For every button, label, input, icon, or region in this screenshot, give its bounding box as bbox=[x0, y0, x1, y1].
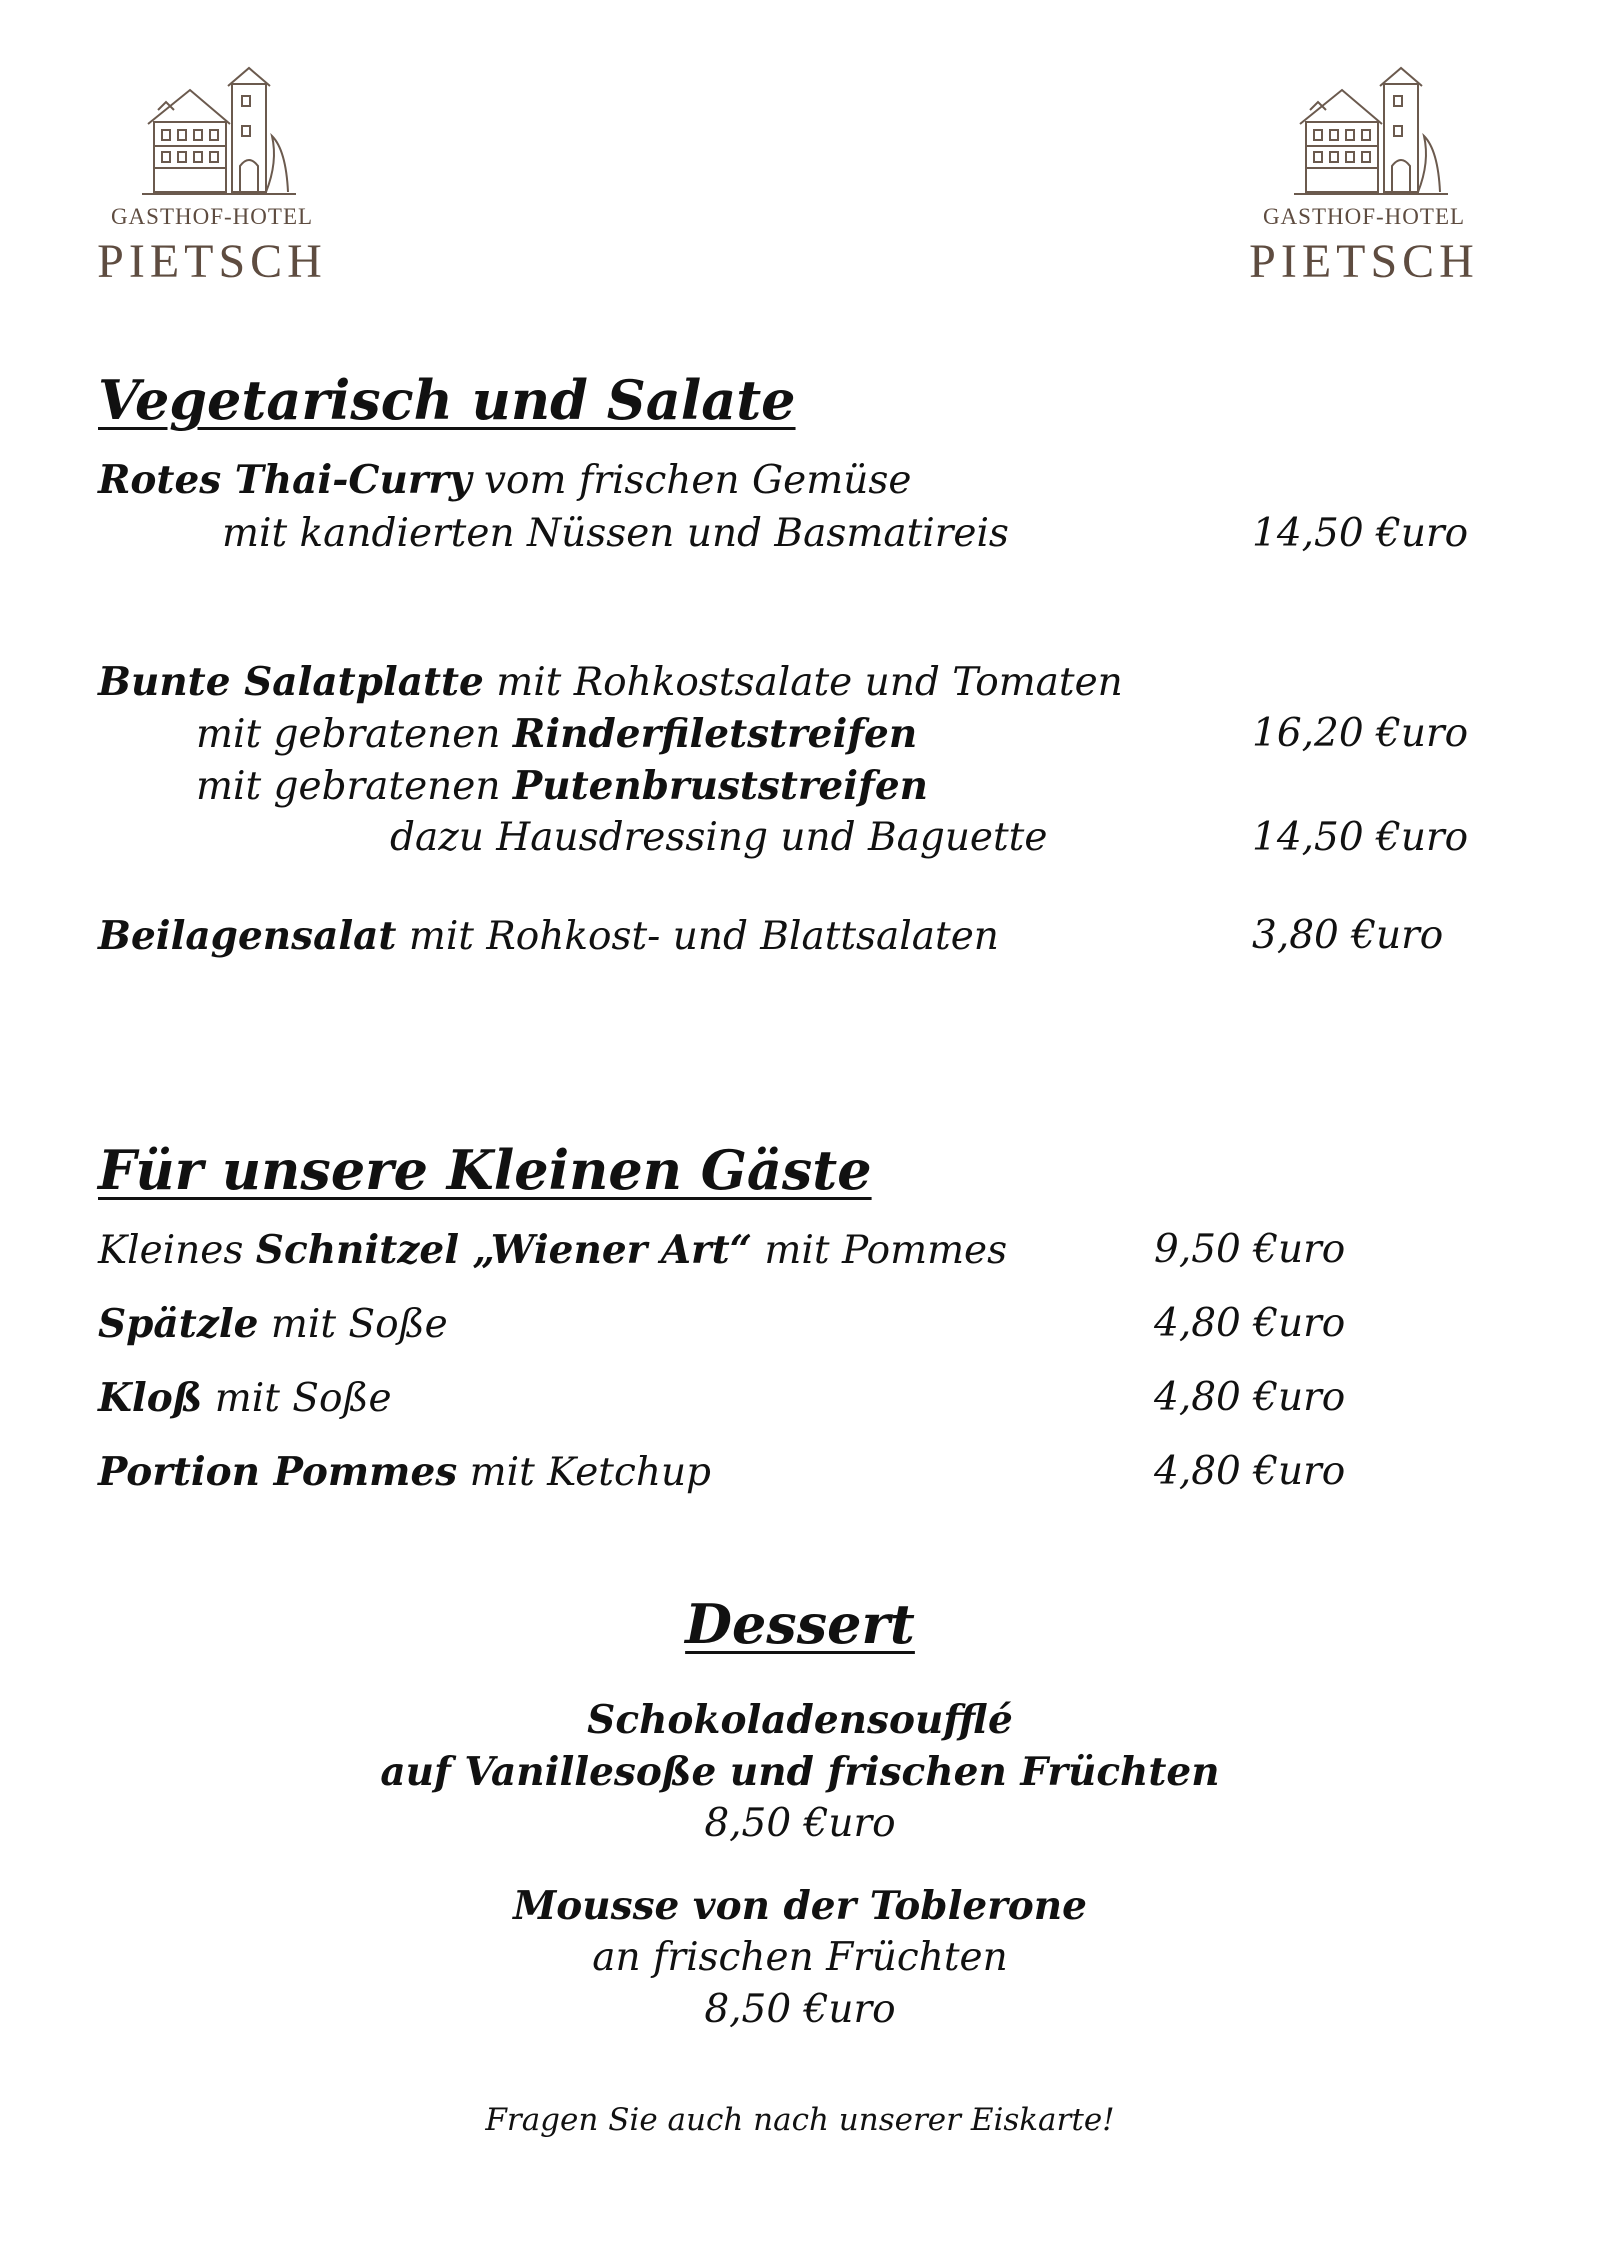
footer-note: Fragen Sie auch nach unserer Eiskarte! bbox=[485, 2102, 1115, 2138]
dish-name: Schnitzel „Wiener Art“ bbox=[255, 1227, 753, 1273]
kids-item bbox=[98, 1448, 711, 1497]
price: 14,50 €uro bbox=[1252, 511, 1469, 556]
logo-name: PIETSCH bbox=[1249, 235, 1479, 288]
logo-subtitle: GASTHOF-HOTEL bbox=[1262, 204, 1466, 229]
dessert-name: Mousse von der Toblerone bbox=[513, 1883, 1087, 1929]
section-title-kids: Für unsere Kleinen Gäste bbox=[98, 1138, 872, 1202]
dish-name: Kloß bbox=[98, 1375, 203, 1421]
option-prefix: mit gebratenen bbox=[196, 712, 513, 757]
price: 4,80 €uro bbox=[1154, 1375, 1346, 1420]
salad-option-beef bbox=[196, 710, 917, 759]
dish-name: Spätzle bbox=[98, 1301, 259, 1347]
dish-description: mit Rohkost- und Blattsalaten bbox=[396, 914, 999, 959]
section-title-dessert bbox=[0, 1592, 1600, 1656]
price: 4,80 €uro bbox=[1154, 1449, 1346, 1494]
dish-description: mit Soße bbox=[258, 1302, 448, 1347]
option-name: Putenbruststreifen bbox=[512, 763, 929, 809]
price: 14,50 €uro bbox=[1252, 815, 1469, 860]
dessert-name: Schokoladensoufflé bbox=[587, 1697, 1013, 1743]
dish-description-line: mit kandierten Nüssen und Basmatireis bbox=[222, 511, 1009, 556]
price: 4,80 €uro bbox=[1154, 1301, 1346, 1346]
dish-prefix: Kleines bbox=[98, 1228, 256, 1273]
dish-description: mit Pommes bbox=[752, 1228, 1008, 1273]
dish-name: Bunte Salatplatte bbox=[98, 659, 484, 705]
dessert-description: an frischen Früchten bbox=[592, 1935, 1008, 1980]
menu-item-side-salad bbox=[98, 912, 999, 961]
dessert-price: 8,50 €uro bbox=[704, 1987, 896, 2032]
menu-item-salad bbox=[98, 658, 1123, 707]
salad-dressing: dazu Hausdressing und Baguette bbox=[390, 815, 1048, 860]
option-prefix: mit gebratenen bbox=[196, 764, 513, 809]
hotel-logo-right bbox=[1234, 66, 1494, 286]
section-title-vegetarian: Vegetarisch und Salate bbox=[98, 368, 796, 432]
option-name: Rinderfiletstreifen bbox=[512, 711, 918, 757]
kids-item bbox=[98, 1300, 448, 1349]
dessert-description: auf Vanillesoße und frischen Früchten bbox=[380, 1749, 1220, 1795]
dish-name: Rotes Thai-Curry bbox=[98, 457, 472, 503]
price: 16,20 €uro bbox=[1252, 711, 1469, 756]
dish-description: mit Ketchup bbox=[457, 1450, 712, 1495]
dessert-title: Dessert bbox=[685, 1592, 915, 1656]
logo-subtitle: GASTHOF-HOTEL bbox=[110, 204, 314, 229]
hotel-building-icon bbox=[1234, 66, 1494, 206]
dish-description: mit Soße bbox=[202, 1376, 392, 1421]
hotel-building-icon bbox=[82, 66, 342, 206]
kids-item bbox=[98, 1226, 1007, 1275]
menu-item-curry bbox=[98, 456, 911, 505]
dessert-price: 8,50 €uro bbox=[704, 1801, 896, 1846]
dish-description: vom frischen Gemüse bbox=[471, 458, 912, 503]
salad-option-turkey bbox=[196, 762, 928, 811]
dish-name: Beilagensalat bbox=[98, 913, 397, 959]
logo-name: PIETSCH bbox=[97, 235, 327, 288]
price: 9,50 €uro bbox=[1154, 1227, 1346, 1272]
price: 3,80 €uro bbox=[1252, 913, 1444, 958]
dish-description: mit Rohkostsalate und Tomaten bbox=[483, 660, 1123, 705]
dish-name: Portion Pommes bbox=[98, 1449, 458, 1495]
kids-item bbox=[98, 1374, 392, 1423]
hotel-logo-left bbox=[82, 66, 342, 286]
